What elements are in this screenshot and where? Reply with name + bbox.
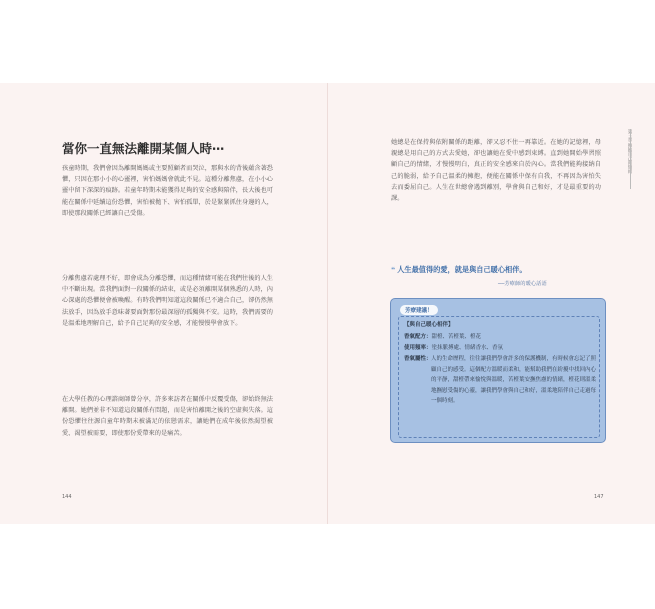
tip-value: 塗抹脈搏處、情緒香水、香氛 xyxy=(431,345,504,351)
tip-badge: 芳療建議！ xyxy=(400,305,438,315)
tip-label: 香氣屬性： xyxy=(404,356,432,362)
tip-content xyxy=(398,316,600,438)
tip-heading: 【與自己暖心相伴】 xyxy=(404,322,454,328)
left-paragraph-3: 在大學任教的心理諮商師曾分享，許多來訪者在關係中反覆受傷，卻始終無法離開。她們並非不知道這段關係有問題，而是害怕離開之後的空虛與失落。這份恐懼往往源自童年時期未被滿足的依戀需求，讓她們在成年後依然渴望被愛、渴望被需要，即使那份愛帶來的是痛苦。 xyxy=(62,396,273,437)
book-spread xyxy=(0,83,655,524)
tip-label: 香氣配方： xyxy=(404,334,432,340)
right-paragraph: 她總是在保持與依附關係的距離，卻又忍不住一再靠近。在她的記憶裡，母親總是用自己的方式去愛她，卻也讓她在愛中感到束縛。直到她開始學習照顧自己的情緒，才慢慢明白，真正的安全感來自於內心。當我們能夠接納自己的脆弱，給予自己溫柔的擁抱，便能在關係中保有自我，不再因為害怕失去而委屈自己。人生在世總會遇到離別，學會與自己和好，才是最重要的功課。 xyxy=(391,139,601,203)
right-page xyxy=(328,83,655,524)
tip-value: 甜橙、苦橙葉、橙花 xyxy=(431,334,482,340)
tip-label: 使用頻率： xyxy=(404,345,432,351)
left-paragraph-1: 孩童時期，我們會因為離開媽媽或主要照顧者而哭泣，那與水的背後蘊含著恐懼，只因在那小小的心靈裡，害怕媽媽會就此不見。這種分離焦慮，在小小心靈中留下深深的痕跡。若童年時期未能獲得足夠的安全感與陪伴，長大後也可能在關係中延續這份恐懼，害怕被拋下、害怕孤單，於是緊緊抓住身邊的人，即使那段關係已經讓自己受傷。 xyxy=(62,165,273,217)
tip-row-usage xyxy=(404,343,503,354)
chapter-title: 當你一直無法離開某個人時⋯ xyxy=(62,141,225,156)
pull-quote xyxy=(391,265,527,275)
left-page xyxy=(0,83,327,524)
tip-row-properties xyxy=(404,354,597,407)
left-paragraph-2: 分離焦慮若處理不好，即會成為分離恐懼，而這種情緒可能在我們往後的人生中不斷出現。當我們面對一段關係的結束，或是必須離開某個熟悉的人時，內心深處的恐懼便會被喚醒。有時我們明知道這段關係已不適合自己，卻仍然無法放手，因為放手意味著要面對那份最深層的孤獨與不安。這時，我們需要的是溫柔地理解自己，給予自己足夠的安全感，才能慢慢學會放下。 xyxy=(62,275,273,327)
quote-mark-icon: ❝ xyxy=(391,265,396,274)
quote-source: ──芳療師的暖心話語 xyxy=(498,281,547,287)
left-page-number: 144 xyxy=(62,494,72,500)
aroma-tip-box xyxy=(390,298,606,443)
pull-quote-text: 人生最值得的愛，就是與自己暖心相伴。 xyxy=(397,265,527,274)
right-page-number: 147 xyxy=(594,494,604,500)
tip-row-formula xyxy=(404,332,481,343)
running-head-rule xyxy=(630,129,631,189)
tip-value: 人的生命歷程，往往讓我們學會許多的保護機制，有時候會忘記了照顧自己的感受。這個配方溫暖而柔和，能幫助我們在紛擾中找回內心的平靜，甜橙帶來愉悅與溫暖，苦橙葉安撫焦慮的情緒，橙花則溫柔地撫慰受傷的心靈，讓我們學會與自己和好，溫柔地陪伴自己走過每一個時刻。 xyxy=(431,356,597,404)
